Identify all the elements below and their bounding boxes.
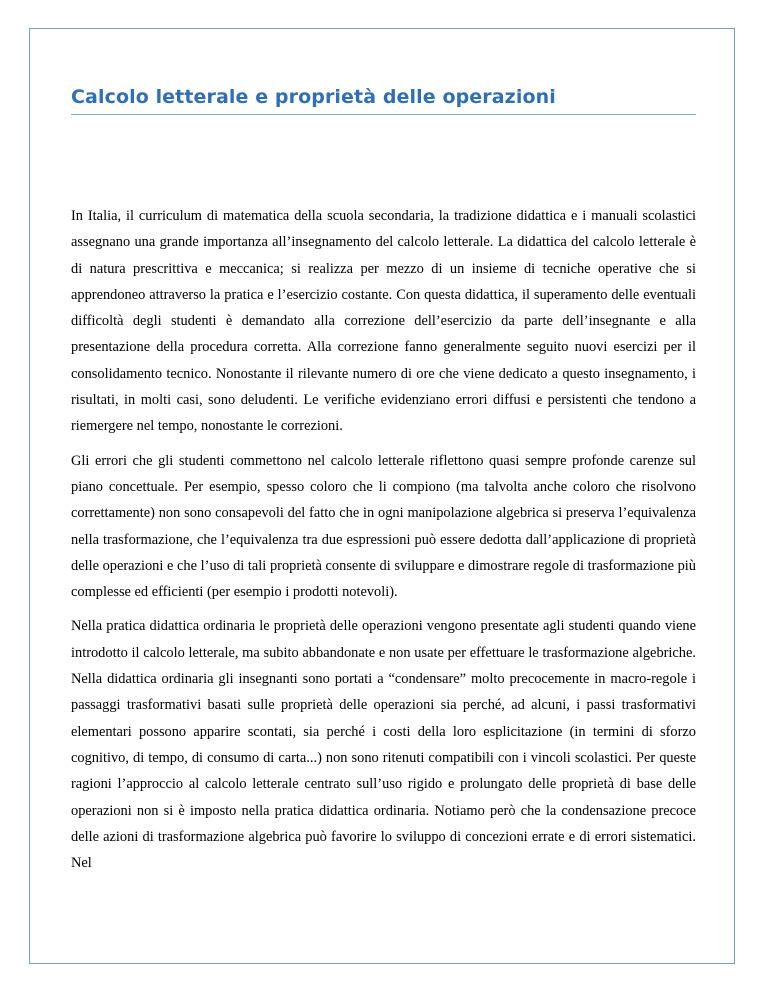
document-body <box>71 203 696 876</box>
paragraph-3: Nella pratica didattica ordinaria le proprietà delle operazioni vengono presentate agli studenti quando viene introdotto il calcolo letterale, ma subito abbandonate e non usate per effettuare le trasformazione algebriche. Nella didattica ordinaria gli insegnanti sono portati a “condensare” molto precocemente in macro-regole i passaggi trasformativi basati sulle proprietà delle operazioni sia perché, ad alcuni, i passi trasformativi elementari possono apparire scontati, sia perché i costi della loro esplicitazione (in termini di sforzo cognitivo, di tempo, di consumo di carta...) non sono ritenuti compatibili con i vincoli scolastici. Per queste ragioni l’approccio al calcolo letterale centrato sull’uso rigido e prolungato delle proprietà di base delle operazioni non si è imposto nella pratica didattica ordinaria. Notiamo però che la condensazione precoce delle azioni di trasformazione algebrica può favorire lo sviluppo di concezioni errate e di errori sistematici. Nel <box>71 618 696 872</box>
paragraph-1: In Italia, il curriculum di matematica della scuola secondaria, la tradizione didattica e i manuali scolastici assegnano una grande importanza all’insegnamento del calcolo letterale. La didattica del calcolo letterale è di natura prescrittiva e meccanica; si realizza per mezzo di un insieme di tecniche operative che si apprendoneo attraverso la pratica e l’esercizio costante. Con questa didattica, il superamento delle eventuali difficoltà degli studenti è demandato alla correzione dell’esercizio da parte dell’insegnante e alla presentazione della procedura corretta. Alla correzione fanno generalmente seguito nuovi esercizi per il consolidamento tecnico. Nonostante il rilevante numero di ore che viene dedicato a questo insegnamento, i risultati, in molti casi, sono deludenti. Le verifiche evidenziano errori diffusi e persistenti che tendono a riemergere nel tempo, nonostante le correzioni. <box>71 208 696 435</box>
paragraph-2: Gli errori che gli studenti commettono nel calcolo letterale riflettono quasi sempre profonde carenze sul piano concettuale. Per esempio, spesso coloro che li compiono (ma talvolta anche coloro che risolvono correttamente) non sono consapevoli del fatto che in ogni manipolazione algebrica si preserva l’equivalenza nella trasformazione, che l’equivalenza tra due espressioni può essere dedotta dall’applicazione di proprietà delle operazioni e che l’uso di tali proprietà consente di sviluppare e dimostrare regole di trasformazione più complesse ed efficienti (per esempio i prodotti notevoli). <box>71 452 696 601</box>
document-title: Calcolo letterale e proprietà delle operazioni <box>71 86 556 108</box>
title-underline <box>71 114 696 115</box>
